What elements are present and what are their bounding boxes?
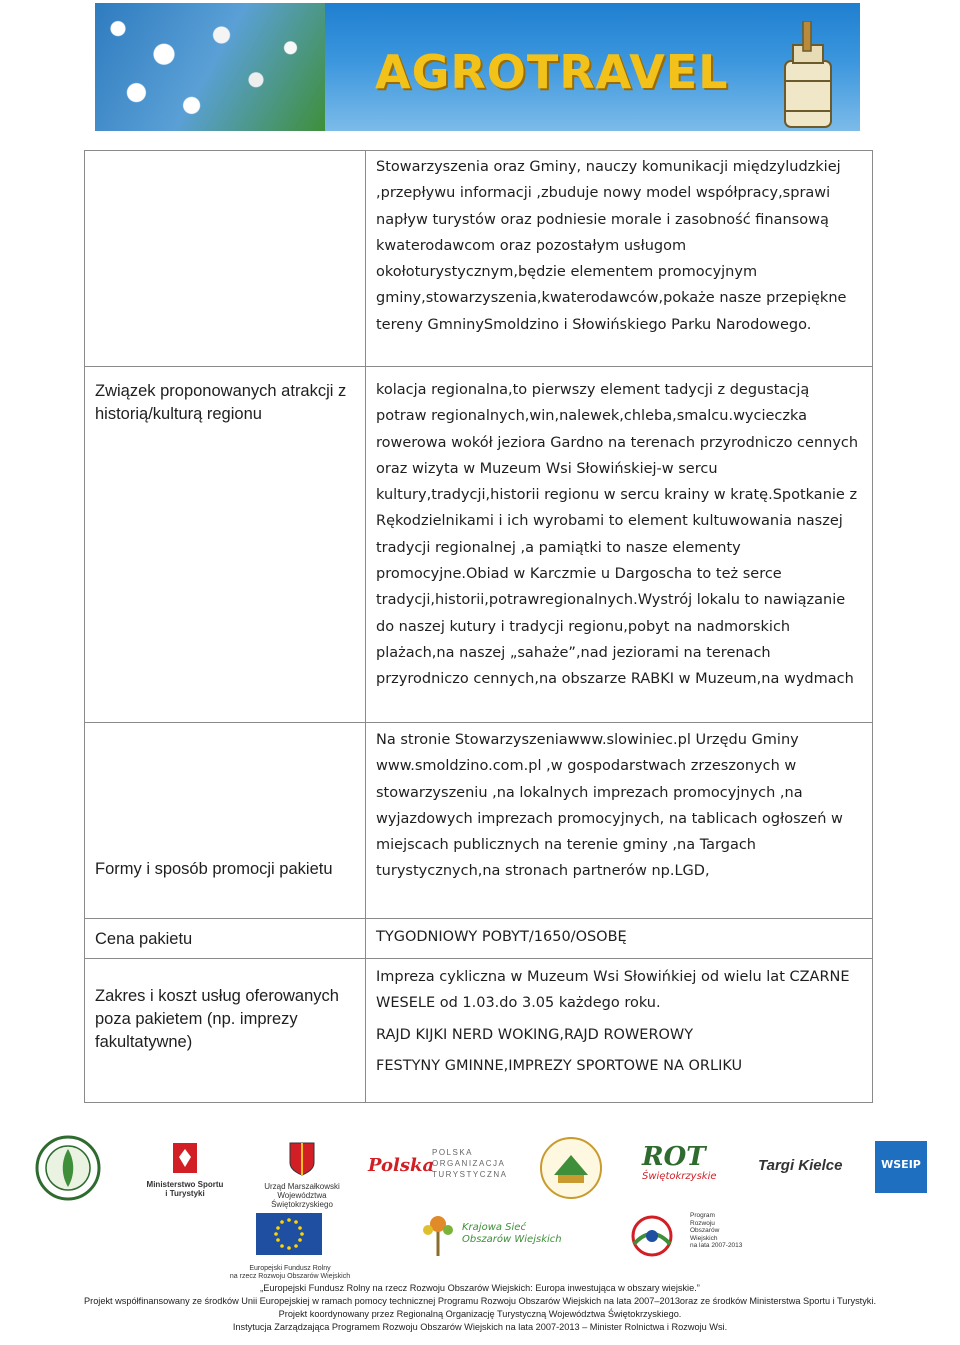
wseip-text: WSEIP [881, 1158, 921, 1171]
pot-line: ORGANIZACJA [432, 1159, 506, 1168]
table-row [85, 723, 873, 919]
efrrow-line: na rzecz Rozwoju Obszarów Wiejskich [229, 1273, 351, 1280]
pot-text [432, 1147, 507, 1180]
intro-text: Stowarzyszenia oraz Gminy, nauczy komunikacji międzyludzkiej ,przepływu informacji ,zbuduje nowy model współpracy,sprawi napływ turystów oraz podniesie morale i zasobność finansową kwaterodawcom oraz pozostałym usługom okołoturystycznym,będzie elementem promocyjnym gminy,stowarzyszenia,kwaterodawców,pokaże nasze przepiękne tereny GmninySmoldzino i Słowińskiego Parku Narodowego. [376, 159, 847, 333]
ksow-text [462, 1222, 562, 1246]
lgd-seal-icon [538, 1135, 604, 1201]
label-cell [85, 723, 366, 919]
prow-line: Wiejskich [690, 1234, 718, 1242]
pot-line: POLSKA [432, 1148, 474, 1157]
label-cell [85, 959, 366, 1103]
value-cell [366, 919, 873, 959]
table-row [85, 367, 873, 723]
table-row [85, 151, 873, 367]
ministry-sport-logo [145, 1143, 225, 1198]
marshal-caption: Urząd Marszałkowski Województwa Świętokrzyskiego [264, 1182, 340, 1209]
polska-brand: Polska [368, 1155, 435, 1176]
prow-line: Rozwoju [690, 1219, 715, 1227]
promotion-text: Na stronie Stowarzyszeniawww.slowiniec.pl Urzędu Gminy www.smoldzino.com.pl ,w gospodarstwach zrzeszonych w stowarzyszeniu ,na lokalnych imprezach promocyjnych ,na wyjazdowych imprezach promocyjnych, na tablicach ogłoszeń w miejscach publicznych na terenie gminy ,na Targach turystycznych,na stronach partnerów np.LGD, [376, 732, 843, 880]
voivodeship-coat-of-arms-icon [252, 1141, 352, 1177]
prow-line: Obszarów [690, 1227, 720, 1234]
efrrow-line: Europejski Fundusz Rolny [249, 1265, 331, 1272]
value-cell [366, 723, 873, 919]
pot-line: TURYSTYCZNA [432, 1170, 508, 1179]
extras-line-1: Impreza cykliczna w Muzeum Wsi Słowińkiej od wielu lat CZARNE WESELE od 1.03.do 3.05 każdego roku. [376, 969, 850, 1012]
table-row [85, 959, 873, 1103]
footer-notice [0, 1282, 960, 1334]
milk-churn-icon [763, 21, 853, 131]
ksow-line: Obszarów Wiejskich [462, 1234, 562, 1245]
pot-logo [368, 1147, 518, 1187]
extras-label: Zakres i koszt usług oferowanych poza pakietem (np. imprezy fakultatywne) [95, 987, 339, 1051]
culture-text: kolacja regionalna,to pierwszy element tadycji z degustacją potraw regionalnych,win,nalewek,chleba,smalcu.wycieczka rowerowa wokół jeziora Gardno na terenach przyrodniczo cennych oraz wizyta w Muzeum Wsi Słowińskiej-w sercu kultury,tradycji,historii regionu w sercu krainy w kratę.Spotkanie z Rękodzielnikami i ich wyrobami to element kultuwowania naszej tradycji regionalnej ,a pamiątki to nasze elementy promocyjne.Obiad w Karczmie u Dargoscha to też serce tradycji,historii,potrawregionalnych.Wystrój lokalu to nawiązanie do naszej kutury i tradycji regionu,pobyt na nadmorskich plażach,na naszej „sahaże”,nad jeziorami na terenach przyrodniczo cennych,na obszarze RABKI w Muzeum,na wydmach [376, 382, 859, 688]
ksow-logo [418, 1212, 573, 1260]
sponsor-logos-row [30, 1135, 930, 1209]
agriculture-ministry-seal-icon [35, 1135, 101, 1201]
package-details-table [84, 150, 873, 1103]
marshal-office-logo [252, 1141, 352, 1209]
table-row [85, 919, 873, 959]
culture-label: Związek proponowanych atrakcji z historią/kulturą regionu [95, 382, 347, 423]
footer-line: Projekt koordynowany przez Regionalną Organizację Turystyczną Województwa Świętokrzyskiego. [278, 1309, 682, 1319]
footer-line: „Europejski Fundusz Rolny na rzecz Rozwoju Obszarów Wiejskich: Europa inwestująca w obszary wiejskie.” [260, 1283, 700, 1293]
agrotravel-banner [95, 3, 860, 131]
rot-subtitle: Świętokrzyskie [642, 1171, 717, 1182]
promotion-label: Formy i sposób promocji pakietu [95, 860, 333, 878]
extras-line-2: RAJD KIJKI NERD WOKING,RAJD ROWEROWY [376, 1026, 694, 1043]
value-cell [366, 367, 873, 723]
rot-title: ROT [642, 1142, 706, 1172]
ksow-flower-icon [418, 1212, 458, 1256]
value-cell [366, 151, 873, 367]
extras-line-3: FESTYNY GMINNE,IMPREZY SPORTOWE NA ORLIKU [376, 1057, 743, 1074]
efrrow-caption [220, 1265, 360, 1281]
prow-emblem-icon [620, 1214, 684, 1258]
prow-text [690, 1212, 742, 1250]
price-label: Cena pakietu [95, 930, 193, 948]
label-cell [85, 919, 366, 959]
footer-line: Projekt współfinansowany ze środków Unii Europejskiej w ramach pomocy technicznej Programu Rozwoju Obszarów Wiejskich na lata 2007–2013oraz ze środków Ministerstwa Sportu i Turystyki. [84, 1296, 876, 1306]
label-cell [85, 367, 366, 723]
price-text: TYGODNIOWY POBYT/1650/OSOBĘ [376, 929, 627, 945]
prow-line: na lata 2007-2013 [690, 1242, 743, 1249]
label-cell [85, 151, 366, 367]
footer-line: Instytucja Zarządzająca Programem Rozwoju Obszarów Wiejskich na lata 2007-2013 – Minister Rolnictwa i Rozwoju Wsi. [232, 1322, 728, 1332]
ministry-caption: Ministerstwo Sportu i Turystyki [146, 1180, 224, 1198]
eu-flag-icon [256, 1213, 322, 1255]
agrotravel-wordmark: AGROTRAVEL [375, 45, 729, 99]
blossom-photo [95, 3, 325, 131]
prow-line: Program [690, 1212, 715, 1219]
targi-kielce-logo: Targi Kielce [758, 1157, 843, 1174]
value-cell [366, 959, 873, 1103]
ksow-line: Krajowa Sieć [462, 1222, 526, 1233]
prow-logo [620, 1210, 750, 1264]
rot-logo [642, 1143, 722, 1193]
local-group-seal [538, 1135, 604, 1201]
wseip-logo [875, 1141, 927, 1193]
eagle-emblem-icon [145, 1143, 225, 1175]
